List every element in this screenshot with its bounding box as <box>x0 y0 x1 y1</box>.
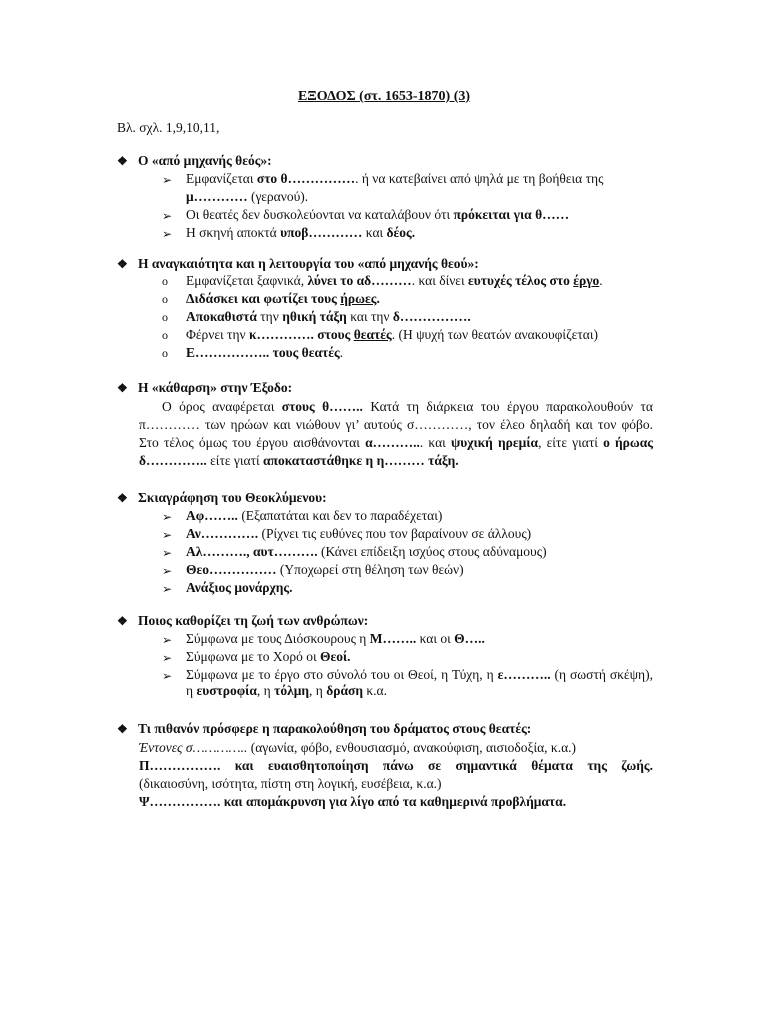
list-item: Αποκαθιστά την ηθική τάξη και την δ……………. <box>186 309 471 324</box>
circle-bullet-icon: o <box>162 346 168 360</box>
list-item: Εμφανίζεται στο θ……………. ή να κατεβαίνει από ψηλά με τη βοήθεια της <box>186 171 604 186</box>
list-item: Σύμφωνα με το Χορό οι Θεοί. <box>186 649 351 664</box>
heading-text: Ποιος καθορίζει τη ζωή των ανθρώπων: <box>138 613 369 628</box>
section-heading-audience <box>117 721 531 737</box>
list-item: Αλ………., αυτ………. (Κάνει επίδειξη ισχύος στους αδύναμους) <box>186 544 547 559</box>
diamond-bullet-icon: ❖ <box>117 491 128 505</box>
list-item: Αν…………. (Ρίχνει τις ευθύνες που τον βαραίνουν σε άλλους) <box>186 526 532 541</box>
arrow-bullet-icon: ➢ <box>162 227 173 241</box>
diamond-bullet-icon: ❖ <box>117 614 128 628</box>
arrow-bullet-icon: ➢ <box>162 546 173 560</box>
section-heading-theoklymenos <box>117 490 327 506</box>
list-item-continuation: μ………… (γερανού). <box>186 189 309 204</box>
list-item: Φέρνει την κ…………. στους θεατές. (Η ψυχή των θεατών ανακουφίζεται) <box>186 327 598 342</box>
list-item: Οι θεατές δεν δυσκολεύονται να καταλάβουν ότι πρόκειται για θ…… <box>186 207 570 222</box>
arrow-bullet-icon: ➢ <box>162 209 173 223</box>
catharsis-paragraph: Ο όρος αναφέρεται στους θ…….. Κατά τη διάρκεια του έργου παρακολουθούν τα π………… των ηρώων και νιώθουν γι’ αυτούς σ…………, τον έλεο δηλαδή και τον φόβο. Στο τέλος όμως του έργου αισθάνονται α………... και ψυχική ηρεμία, είτε γιατί ο ήρωας δ………….. είτε γιατί αποκαταστάθηκε η η……… τάξη. <box>139 399 653 468</box>
list-item: Θεο…………… (Υποχωρεί στη θέληση των θεών) <box>186 562 464 577</box>
section-heading-fate <box>117 613 368 629</box>
benefit-line: Ψ……………. και απομάκρυνση για λίγο από τα καθημερινά προβλήματα. <box>139 794 567 809</box>
arrow-bullet-icon: ➢ <box>162 582 173 596</box>
list-item: Ανάξιος μονάρχης. <box>186 580 293 595</box>
arrow-bullet-icon: ➢ <box>162 633 173 647</box>
diamond-bullet-icon: ❖ <box>117 154 128 168</box>
list-item: Αφ…….. (Εξαπατάται και δεν το παραδέχεται) <box>186 508 443 523</box>
benefit-line: Π……………. και ευαισθητοποίηση πάνω σε σημαντικά θέματα της ζωής. <box>139 758 653 773</box>
arrow-bullet-icon: ➢ <box>162 173 173 187</box>
diamond-bullet-icon: ❖ <box>117 722 128 736</box>
arrow-bullet-icon: ➢ <box>162 528 173 542</box>
circle-bullet-icon: o <box>162 310 168 324</box>
list-item: Σύμφωνα με το έργο στο σύνολό του οι Θεοί, η Τύχη, η ε……….. (η σωστή σκέψη), η ευστροφία, η τόλμη, η δράση κ.α. <box>186 667 653 698</box>
heading-text: Η «κάθαρση» στην Έξοδο: <box>138 380 293 395</box>
arrow-bullet-icon: ➢ <box>162 651 173 665</box>
heading-text: Η αναγκαιότητα και η λειτουργία του «από μηχανής θεού»: <box>138 256 479 271</box>
list-item: Ε…………….. τους θεατές. <box>186 345 344 360</box>
heading-text: Τι πιθανόν πρόσφερε η παρακολούθηση του δράματος στους θεατές: <box>138 721 532 736</box>
benefit-line: Έντονες σ………….. (αγωνία, φόβο, ενθουσιασμό, ανακούφιση, αισιοδοξία, κ.α.) <box>139 740 577 755</box>
arrow-bullet-icon: ➢ <box>162 669 173 683</box>
circle-bullet-icon: o <box>162 274 168 288</box>
reference-line: Βλ. σχλ. 1,9,10,11, <box>117 120 220 135</box>
arrow-bullet-icon: ➢ <box>162 510 173 524</box>
page-title: ΕΞΟΔΟΣ (στ. 1653-1870) (3) <box>297 89 471 104</box>
list-item: Εμφανίζεται ξαφνικά, λύνει το αδ………. και δίνει ευτυχές τέλος στο έργο. <box>186 273 603 288</box>
list-item: Διδάσκει και φωτίζει τους ήρωες. <box>186 291 380 306</box>
diamond-bullet-icon: ❖ <box>117 257 128 271</box>
heading-text: Ο «από μηχανής θεός»: <box>138 153 272 168</box>
benefit-line: (δικαιοσύνη, ισότητα, πίστη στη λογική, ευσέβεια, κ.α.) <box>139 776 442 791</box>
section-heading-catharsis <box>117 380 292 396</box>
circle-bullet-icon: o <box>162 292 168 306</box>
arrow-bullet-icon: ➢ <box>162 564 173 578</box>
diamond-bullet-icon: ❖ <box>117 381 128 395</box>
heading-text: Σκιαγράφηση του Θεοκλύμενου: <box>138 490 327 505</box>
section-heading-necessity <box>117 256 479 272</box>
section-heading-deus-ex-machina <box>117 153 272 169</box>
circle-bullet-icon: o <box>162 328 168 342</box>
list-item: Η σκηνή αποκτά υποβ………… και δέος. <box>186 225 416 240</box>
list-item: Σύμφωνα με τους Διόσκουρους η Μ…….. και οι Θ….. <box>186 631 485 646</box>
